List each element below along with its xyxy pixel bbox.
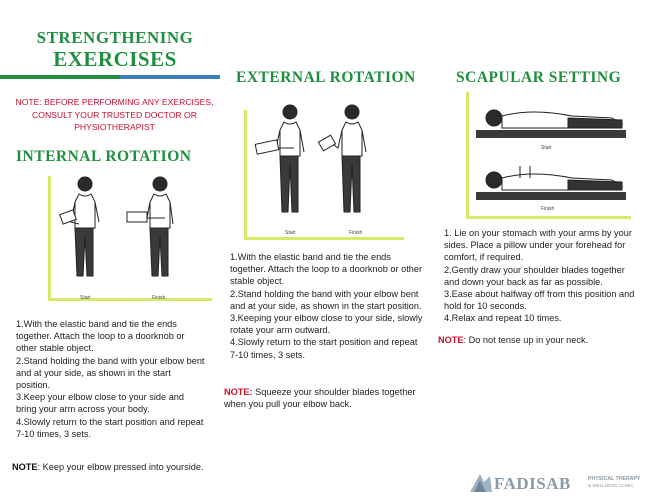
external-step-1: 1.With the elastic band and tie the ends together. Attach the loop to a doorknob or other stable object. (230, 252, 423, 287)
scapular-step-4: 4.Relax and repeat 10 times. (444, 313, 562, 324)
logo-tagline-2: & WELLNESS CLINIC (588, 483, 634, 488)
external-figure (250, 92, 400, 234)
internal-steps (16, 318, 206, 440)
external-figure-frame-left (244, 110, 247, 240)
scapular-start-caption: Start (541, 145, 552, 151)
external-step-3: 3.Keeping your elbow close to your side, slowly rotate your arm outward. (230, 313, 423, 336)
scapular-figure-frame-left (466, 92, 469, 219)
scapular-step-1: 1. Lie on your stomach with your arms by your sides. Place a pillow under your forehead for comfort, if required. (444, 228, 632, 263)
title-rule-green (0, 75, 120, 79)
internal-start-caption: Start (80, 295, 91, 301)
internal-note-text: : Keep your elbow pressed into yourside. (37, 462, 204, 472)
internal-finish-person (127, 177, 173, 276)
external-finish-person (318, 105, 366, 212)
internal-note (12, 462, 204, 472)
external-note (224, 386, 424, 410)
external-steps (230, 251, 426, 361)
title-line-1: STRENGTHENING (36, 28, 194, 47)
internal-heading: INTERNAL ROTATION (16, 148, 192, 165)
external-figure-frame-bottom (244, 237, 404, 240)
internal-figure (55, 168, 205, 298)
logo-mark-icon (468, 470, 494, 494)
title-rule-blue (120, 75, 220, 79)
logo-name: FADISAB (494, 474, 571, 493)
internal-figure-frame-bottom (48, 298, 212, 301)
scapular-start-person (476, 110, 626, 138)
logo-tagline-1: PHYSICAL THERAPY (588, 476, 641, 482)
external-finish-caption: Finish (349, 230, 363, 236)
warning-text: NOTE: BEFORE PERFORMING ANY EXERCISES, CONSULT YOUR TRUSTED DOCTOR OR PHYSIOTHERAPIST (15, 97, 214, 133)
internal-step-1: 1.With the elastic band and tie the ends together. Attach the loop to a doorknob or other stable object. (16, 319, 185, 354)
scapular-note-label: NOTE (438, 335, 464, 345)
scapular-note-text: : Do not tense up in your neck. (463, 335, 589, 345)
internal-step-3: 3.Keep your elbow close to your side and bring your arm across your body. (16, 392, 185, 415)
external-heading: EXTERNAL ROTATION (236, 69, 416, 86)
scapular-finish-caption: Finish (541, 206, 555, 212)
clinic-logo (468, 470, 644, 496)
external-step-2: 2.Stand holding the band with your elbow bent and at your side, as shown in the start position. (230, 288, 422, 311)
external-note-label: NOTE: (224, 387, 253, 397)
external-note-text: Squeeze your shoulder blades together when you pull your elbow back. (224, 387, 416, 410)
scapular-note (438, 335, 588, 345)
scapular-steps (444, 227, 642, 325)
external-step-4: 4.Slowly return to the start position and repeat 7-10 times, 3 sets. (230, 337, 418, 360)
external-start-person (255, 105, 304, 212)
scapular-figure (472, 94, 634, 214)
internal-note-label: NOTE (12, 462, 38, 472)
internal-figure-frame-left (48, 176, 51, 301)
internal-step-4: 4.Slowly return to the start position and repeat 7-10 times, 3 sets. (16, 416, 204, 439)
external-start-caption: Start (285, 230, 296, 236)
scapular-step-3: 3.Ease about halfway off from this position and hold for 10 seconds. (444, 289, 635, 312)
internal-finish-caption: Finish (152, 295, 166, 301)
internal-start-person (60, 177, 99, 276)
scapular-finish-person (476, 166, 626, 200)
internal-step-2: 2.Stand holding the band with your elbow bent and at your side, as shown in the start position. (16, 355, 205, 391)
title-line-2: EXERCISES (53, 47, 177, 71)
scapular-step-2: 2.Gently draw your shoulder blades together and down your back as far as possible. (444, 264, 625, 287)
scapular-heading: SCAPULAR SETTING (456, 69, 622, 86)
scapular-figure-frame-bottom (466, 216, 631, 219)
